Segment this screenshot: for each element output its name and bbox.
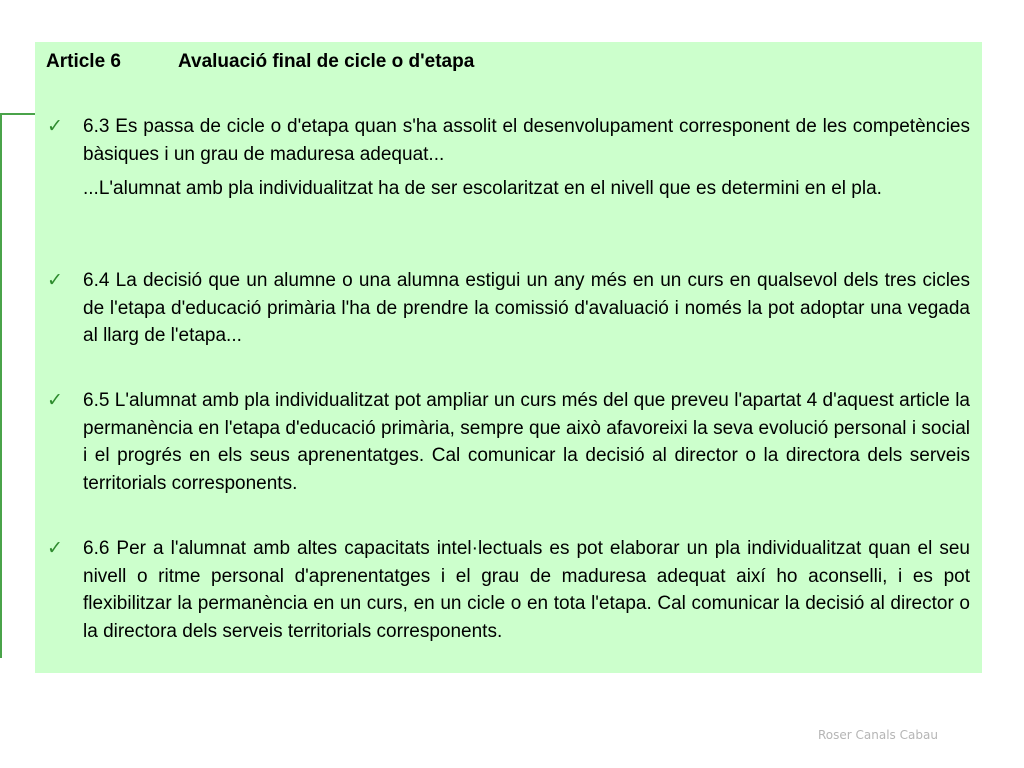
article-title: Avaluació final de cicle o d'etapa bbox=[178, 51, 475, 72]
article-number: Article 6 bbox=[46, 51, 121, 72]
list-item-6-6: 6.6 Per a l'alumnat amb altes capacitats intel·lectuals es pot elaborar un pla individualitzat quan el seu nivell o ritme personal d'aprenentatges i el grau de maduresa adequat així ho aconselli, i es pot flexibilitzar la permanència en un curs, en un cicle o en tota l'etapa. Cal comunicar la decisió al director o la directora dels serveis territorials corresponents. bbox=[83, 538, 970, 642]
list-item-6-4: 6.4 La decisió que un alumne o una alumna estigui un any més en un curs en qualsevol dels tres cicles de l'etapa d'educació primària l'ha de prendre la comissió d'avaluació i només la pot adoptar una vegada al llarg de l'etapa... bbox=[83, 270, 970, 346]
check-icon: ✓ bbox=[47, 270, 63, 291]
author-footer: Roser Canals Cabau bbox=[818, 728, 938, 742]
article-panel bbox=[35, 42, 982, 673]
list-item-6-5: 6.5 L'alumnat amb pla individualitzat pot ampliar un curs més del que preveu l'apartat 4 d'aquest article la permanència en l'etapa d'educació primària, sempre que això afavoreixi la seva evolució personal i social i el progrés en els seus aprenentatges. Cal comunicar la decisió al director o la directora dels serveis territorials corresponents. bbox=[83, 390, 970, 494]
list-item-6-3: 6.3 Es passa de cicle o d'etapa quan s'ha assolit el desenvolupament corresponent de les competències bàsiques i un grau de maduresa adequat... bbox=[83, 116, 970, 165]
check-icon: ✓ bbox=[47, 390, 63, 411]
article-heading bbox=[46, 51, 474, 73]
check-icon: ✓ bbox=[47, 116, 63, 137]
check-icon: ✓ bbox=[47, 538, 63, 559]
decorative-horizontal-line bbox=[0, 113, 36, 115]
list-item-continuation: ...L'alumnat amb pla individualitzat ha de ser escolaritzat en el nivell que es determini en el pla. bbox=[83, 178, 882, 199]
decorative-vertical-line bbox=[0, 113, 2, 658]
